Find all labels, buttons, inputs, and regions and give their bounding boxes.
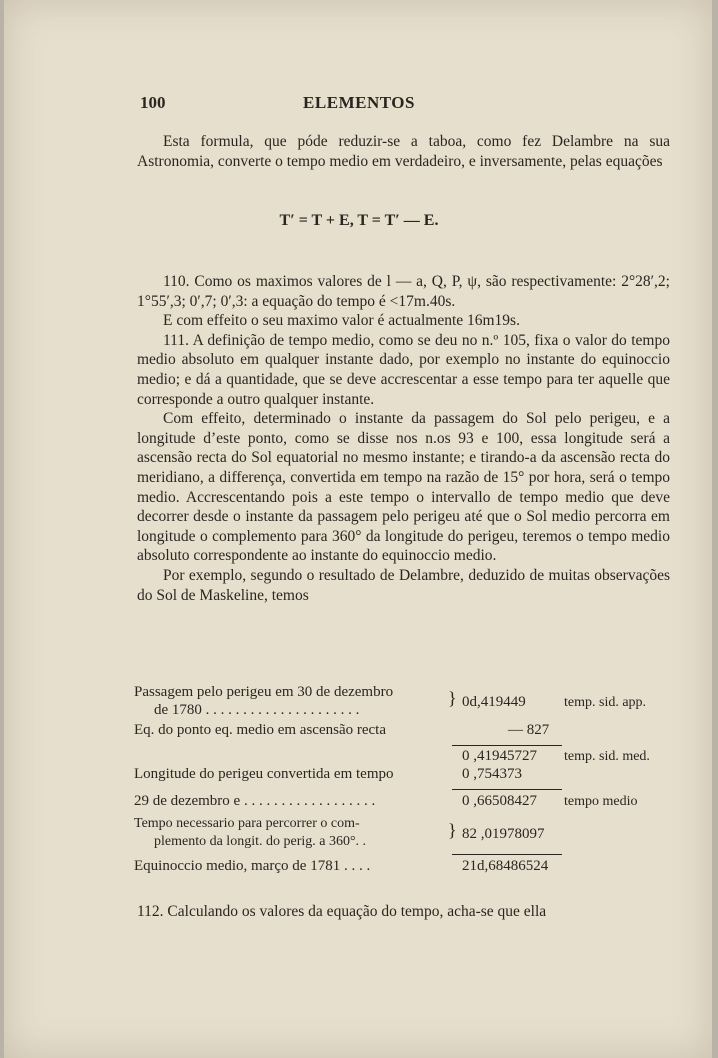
row-unit: temp. sid. med. <box>564 749 650 764</box>
running-title: ELEMENTOS <box>303 93 415 112</box>
sum-rule <box>452 854 562 855</box>
row-value: — 827 <box>508 722 550 738</box>
row-label: Passagem pelo perigeu em 30 de dezembro <box>134 684 394 700</box>
table-row <box>134 722 674 744</box>
page-number: 100 <box>140 93 166 112</box>
row-unit: tempo medio <box>564 794 638 809</box>
brace-mark: } <box>448 820 457 840</box>
section-110-111 <box>137 272 670 605</box>
table-row <box>134 684 674 718</box>
row-label-continued: de 1780 . . . . . . . . . . . . . . . . . . . . . <box>154 702 360 718</box>
row-value: 0 ,41945727 <box>462 748 537 764</box>
row-value: 0 ,66508427 <box>462 793 537 809</box>
table-row <box>134 766 674 788</box>
paragraph-111: 111. A definição de tempo medio, como se deu no n.º 105, fixa o valor do tempo medio absoluto em qualquer instante dado, por exemplo no instante do equinoccio medio; e dá a quantidade, que se deve accrescentar a esse tempo para ter aquelle que corresponde a outro qualquer instante. <box>137 331 670 408</box>
paragraph-111-second: Com effeito, determinado o instante da passagem do Sol pelo perigeu, e a longitude d’este ponto, como se disse nos n.os 93 e 100, essa longitude será a ascensão recta do Sol equatorial no mesmo instante; e tirando-a da ascensão recta do meridiano, a differença, convertida em tempo na razão de 15° por hora, será o tempo medio. Accrescentando pois a este tempo o intervallo de tempo medio que deve decorrer desde o instante da passagem pelo perigeu até que o Sol medio percorra em longitude o complemento para 360° da longitude do perigeu, teremos o tempo medio absoluto correspondente ao instante do equinoccio medio. <box>137 410 670 565</box>
paragraph-111-third: Por exemplo, segundo o resultado de Delambre, deduzido de muitas observações do Sol de Maskeline, temos <box>137 566 670 604</box>
row-label: 29 de dezembro e . . . . . . . . . . . . . . . . . . <box>134 793 376 809</box>
row-value: 0d,419449 <box>462 694 526 710</box>
row-label: Tempo necessario para percorrer o com- <box>134 816 360 831</box>
row-value: 0 ,754373 <box>462 766 522 782</box>
row-label: Longitude do perigeu convertida em tempo <box>134 766 394 782</box>
page-header <box>0 93 718 117</box>
intro-paragraph <box>137 132 670 171</box>
table-row <box>134 816 674 849</box>
paragraph-110-continued: E com effeito o seu maximo valor é actualmente 16m19s. <box>163 312 520 330</box>
row-value: 82 ,01978097 <box>462 826 545 842</box>
brace-mark: } <box>448 688 457 708</box>
table-row <box>134 793 674 815</box>
intro-text: Esta formula, que póde reduzir-se a taboa, como fez Delambre na sua Astronomia, converte o tempo medio em verdadeiro, e inversamente, pelas equações <box>137 133 670 170</box>
paragraph-112: 112. Calculando os valores da equação do tempo, acha-se que ella <box>137 903 547 920</box>
row-unit: temp. sid. app. <box>564 695 647 710</box>
sum-rule <box>452 745 562 746</box>
equation-formula: T′ = T + E, T = T′ — E. <box>279 212 439 229</box>
paragraph-110: 110. Como os maximos valores de l — a, Q, P, ψ, são respectivamente: 2°28′,2; 1°55′,3; 0′,7; 0′,3: a equação do tempo é <17m.40s. <box>137 273 670 310</box>
table-row <box>134 858 674 880</box>
row-label: Equinoccio medio, março de 1781 . . . . <box>134 858 371 874</box>
row-label-continued: plemento da longit. do perig. a 360°. . <box>154 834 367 849</box>
row-label: Eq. do ponto eq. medio em ascensão recta <box>134 722 386 738</box>
sum-rule <box>452 789 562 790</box>
row-value: 21d,68486524 <box>462 858 549 874</box>
